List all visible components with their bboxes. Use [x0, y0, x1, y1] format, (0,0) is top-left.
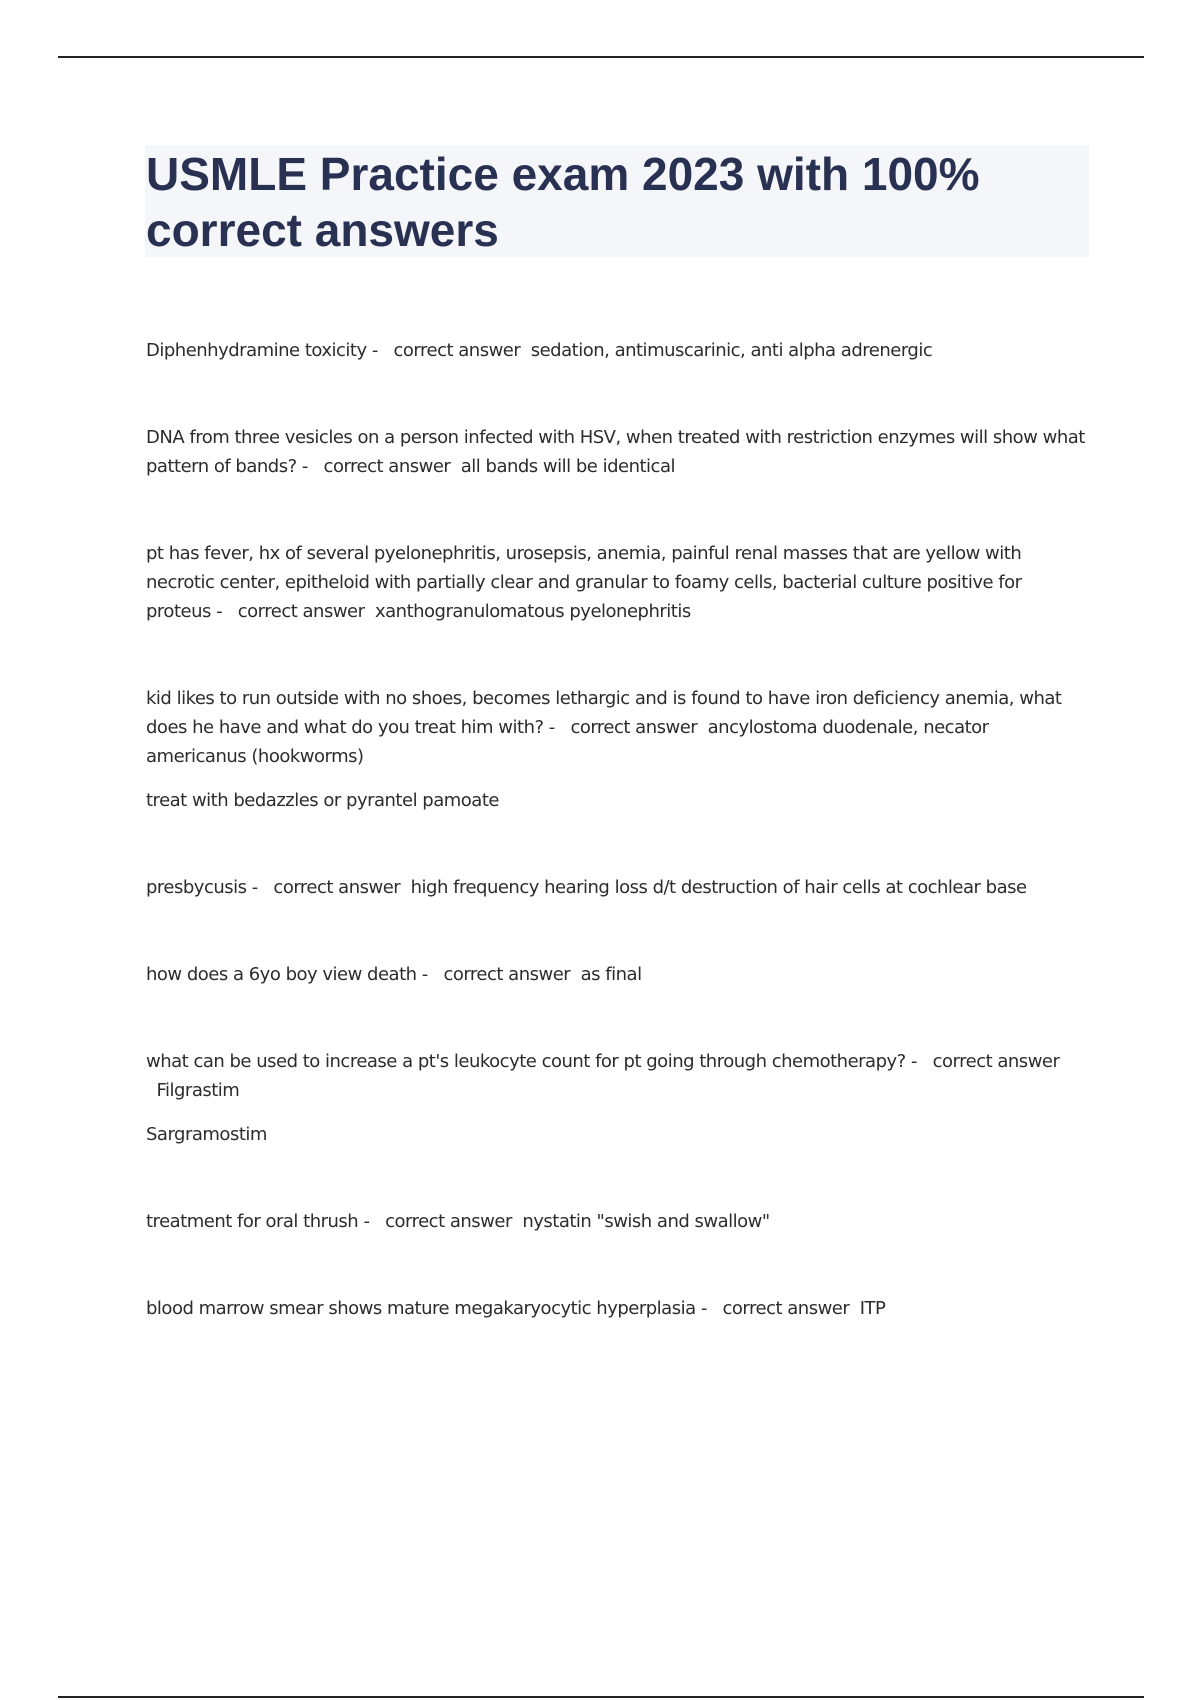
answer-text: ancylostoma duodenale, necator americanus (hookworms): [146, 717, 989, 767]
qa-item: [146, 423, 1091, 481]
qa-item: [146, 336, 1091, 365]
answer-text: as final: [580, 964, 642, 985]
question-text: Diphenhydramine toxicity: [146, 340, 367, 361]
qa-line: [146, 539, 1091, 626]
answer-text: nystatin "swish and swallow": [522, 1211, 770, 1232]
answer-gap: [365, 601, 375, 622]
answer-label: correct answer: [323, 456, 451, 477]
question-text: DNA from three vesicles on a person infected with HSV, when treated with restriction enzymes will show what pattern of bands?: [146, 427, 1085, 477]
answer-label: correct answer: [722, 1298, 850, 1319]
answer-continuation: treat with bedazzles or pyrantel pamoate: [146, 790, 499, 811]
separator: -: [296, 456, 324, 477]
answer-label: correct answer: [932, 1051, 1060, 1072]
question-text: kid likes to run outside with no shoes, becomes lethargic and is found to have iron deficiency anemia, what does he have and what do you treat him with?: [146, 688, 1062, 738]
answer-label: correct answer: [237, 601, 365, 622]
qa-line: [146, 684, 1091, 771]
question-text: how does a 6yo boy view death: [146, 964, 417, 985]
answer-gap: [400, 877, 410, 898]
qa-line: [146, 1047, 1091, 1105]
answer-gap: [146, 1080, 156, 1101]
separator: -: [210, 601, 238, 622]
separator: -: [366, 340, 394, 361]
bottom-rule: [58, 1696, 1144, 1698]
answer-continuation: Sargramostim: [146, 1124, 267, 1145]
separator: -: [416, 964, 444, 985]
qa-line: [146, 873, 1091, 902]
question-text: blood marrow smear shows mature megakaryocytic hyperplasia: [146, 1298, 696, 1319]
qa-line: [146, 960, 1091, 989]
answer-label: correct answer: [443, 964, 571, 985]
separator: -: [695, 1298, 723, 1319]
answer-text: high frequency hearing loss d/t destruction of hair cells at cochlear base: [410, 877, 1027, 898]
qa-item: [146, 539, 1091, 626]
qa-line: [146, 336, 1091, 365]
answer-text: Filgrastim: [156, 1080, 240, 1101]
top-rule: [58, 56, 1144, 58]
answer-gap: [849, 1298, 859, 1319]
qa-line: [146, 423, 1091, 481]
answer-label: correct answer: [570, 717, 698, 738]
answer-gap: [697, 717, 707, 738]
document-title: USMLE Practice exam 2023 with 100% correct answers: [146, 148, 980, 256]
question-text: pt has fever, hx of several pyelonephritis, urosepsis, anemia, painful renal masses that are yellow with necrotic center, epitheloid with partially clear and granular to foamy cells, bacterial culture positive for proteus: [146, 543, 1022, 622]
answer-gap: [450, 456, 460, 477]
separator: -: [358, 1211, 386, 1232]
qa-list: [146, 336, 1091, 1381]
qa-item: [146, 873, 1091, 902]
answer-gap: [570, 964, 580, 985]
separator: -: [905, 1051, 933, 1072]
qa-item: [146, 1294, 1091, 1323]
qa-item: [146, 1047, 1091, 1149]
separator: -: [246, 877, 274, 898]
answer-label: correct answer: [393, 340, 521, 361]
qa-item: [146, 1207, 1091, 1236]
question-text: what can be used to increase a pt's leukocyte count for pt going through chemotherapy?: [146, 1051, 906, 1072]
answer-label: correct answer: [273, 877, 401, 898]
qa-item: [146, 684, 1091, 815]
qa-line: [146, 1294, 1091, 1323]
answer-gap: [520, 340, 530, 361]
qa-line: [146, 1207, 1091, 1236]
answer-text: ITP: [859, 1298, 886, 1319]
answer-text: all bands will be identical: [460, 456, 675, 477]
answer-gap: [512, 1211, 522, 1232]
question-text: treatment for oral thrush: [146, 1211, 359, 1232]
answer-text: xanthogranulomatous pyelonephritis: [374, 601, 691, 622]
separator: -: [543, 717, 571, 738]
question-text: presbycusis: [146, 877, 247, 898]
answer-text: sedation, antimuscarinic, anti alpha adrenergic: [530, 340, 933, 361]
qa-item: [146, 960, 1091, 989]
answer-label: correct answer: [385, 1211, 512, 1232]
